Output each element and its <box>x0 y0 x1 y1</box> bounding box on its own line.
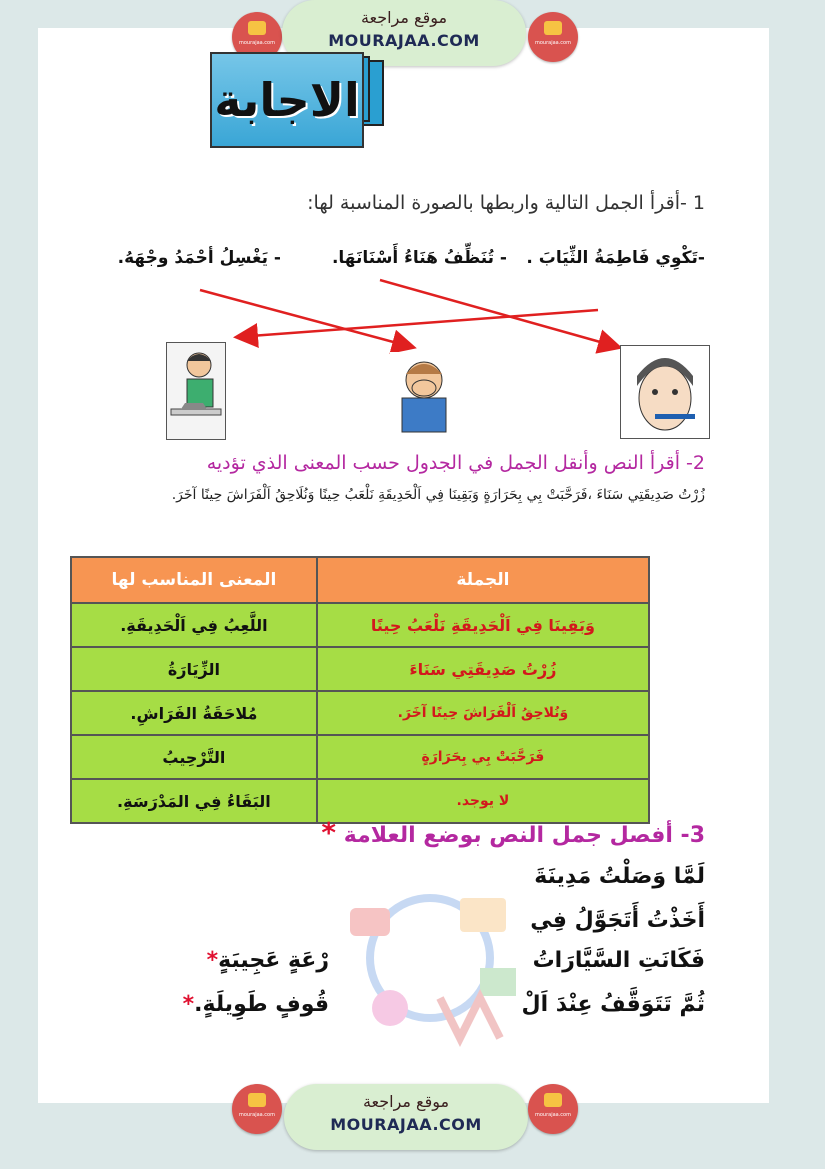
meaning-cell: التَّرْحِيبُ <box>71 735 317 779</box>
sentence-cell: وَبَقِينَا فِي اَلْحَدِيقَةِ نَلْعَبُ حِينًا <box>317 603 649 647</box>
arrow-brushing-teeth <box>380 280 618 347</box>
footer-site-en: MOURAJAA.COM <box>330 1115 482 1134</box>
header-site-en: MOURAJAA.COM <box>328 31 480 50</box>
q3-ending-2: قُوفٍ طَوِيلَةٍ.* <box>182 992 329 1017</box>
watermark-logo <box>330 868 530 1048</box>
sentence-cell: زُرْتُ صَدِيقَتِي سَنَاءَ <box>317 647 649 691</box>
q3-line-2: أَخَذْتُ أَتَجَوَّلُ فِي <box>530 908 705 933</box>
header-site-ar: موقع مراجعة <box>360 8 448 27</box>
q1-sentence-2: - تُنَظِّفُ هَنَاءُ أَسْنَانَهَا. <box>331 248 507 268</box>
q3-ending-1: رْعَةٍ عَجِيبَةٍ* <box>206 948 329 973</box>
sentence-cell: وَنُلاحِقُ اَلْفَرَاشَ حِينًا آخَرَ. <box>317 691 649 735</box>
table-row <box>71 647 649 691</box>
answer-title: الاجابة <box>206 52 378 148</box>
star-mark: * <box>321 816 337 849</box>
meaning-cell: الزِّيَارَةُ <box>71 647 317 691</box>
image-boy-washing-face <box>390 352 458 434</box>
logo-badge-left: mourajaa.com <box>232 12 282 62</box>
header-sentence: الجملة <box>317 557 649 603</box>
sentence-cell: فَرَحَّبَتْ بِي بِحَرَارَةٍ <box>317 735 649 779</box>
meaning-cell: مُلاحَقَةُ الفَرَاشِ. <box>71 691 317 735</box>
footer-site-ar: موقع مراجعة <box>362 1092 450 1111</box>
table-header-row <box>71 557 649 603</box>
q3-line-1: لَمَّا وَصَلْتُ مَدِينَةَ <box>534 864 705 889</box>
footer-logo-badge-right: mourajaa.com <box>528 1084 578 1134</box>
meaning-cell: البَقَاءُ فِي المَدْرَسَةِ. <box>71 779 317 823</box>
meaning-cell: اللَّعِبُ فِي اَلْحَدِيقَةِ. <box>71 603 317 647</box>
q3-heading: 3- أفصل جمل النص بوضع العلامة * <box>321 816 705 849</box>
header-meaning: المعنى المناسب لها <box>71 557 317 603</box>
footer-site-banner[interactable] <box>284 1084 528 1150</box>
sentence-cell: لا يوجد. <box>317 779 649 823</box>
image-girl-ironing <box>166 342 226 440</box>
q3-line-4: ثُمَّ تَتَوَقَّفُ عِنْدَ اَلْ <box>521 992 705 1017</box>
logo-badge-right: mourajaa.com <box>528 12 578 62</box>
q1-sentence-1: -تَكْوِي فَاطِمَةُ الثِّيَابَ . <box>526 248 705 268</box>
q1-heading: 1 -أقرأ الجمل التالية واربطها بالصورة المناسبة لها: <box>307 192 705 214</box>
table-row <box>71 691 649 735</box>
q2-passage: زُرْتُ صَدِيقَتِي سَنَاءَ ،فَرَحَّبَتْ بِي بِحَرَارَةٍ وَبَقِينَا فِي اَلْحَدِيقَةِ نَلْعَبُ حِينًا وَنُلَاحِقُ اَلْفَرَاشَ حِينًا آخَرَ. <box>171 487 705 503</box>
table-row <box>71 735 649 779</box>
q2-heading: 2- أقرأ النص وأنقل الجمل في الجدول حسب المعنى الذي تؤديه <box>206 452 705 474</box>
image-girl-brushing-teeth <box>620 345 710 439</box>
q3-line-3: فَكَانَتِ السَّيَّارَاتُ <box>532 948 705 973</box>
q1-sentence-3: - يَغْسِلُ أحْمَدُ وجْهَهُ. <box>117 248 281 268</box>
arrow-washing-face <box>200 290 412 347</box>
answer-table <box>70 556 650 824</box>
footer-logo-badge-left: mourajaa.com <box>232 1084 282 1134</box>
table-row <box>71 603 649 647</box>
